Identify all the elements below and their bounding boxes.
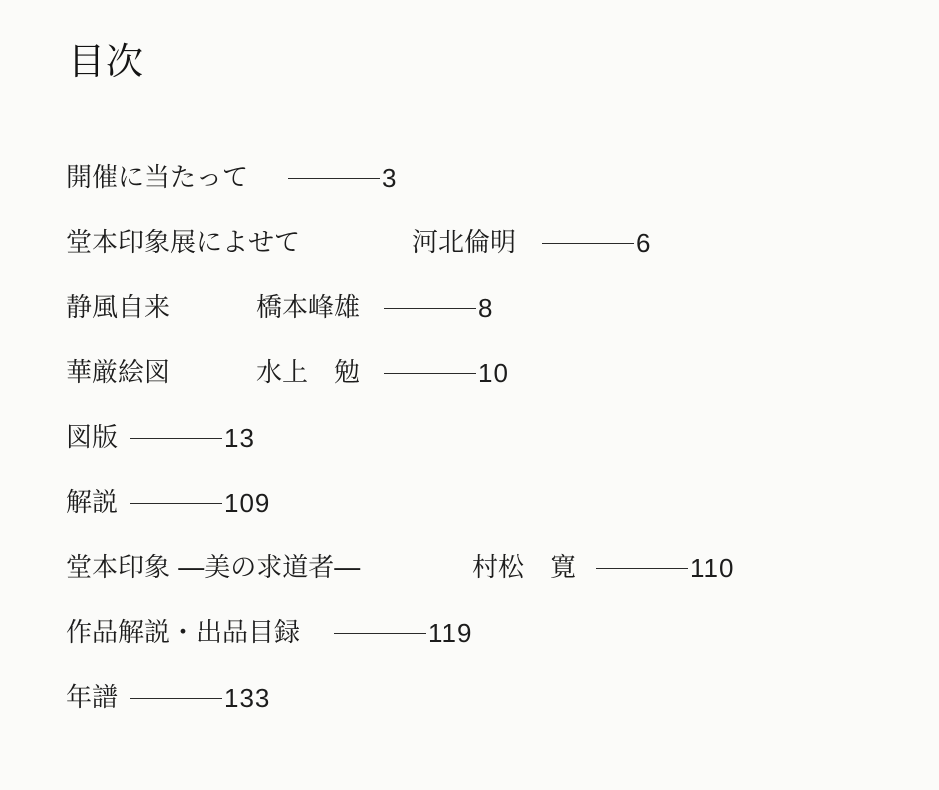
toc-entry-page: 10 — [478, 358, 509, 388]
toc-entry-tail — [384, 288, 493, 329]
toc-entry-page: 109 — [224, 488, 271, 518]
toc-entry[interactable] — [66, 158, 926, 223]
toc-leader-line — [130, 503, 222, 505]
toc-entry-tail — [130, 483, 270, 524]
toc-entry[interactable] — [66, 223, 926, 288]
toc-leader-line — [596, 568, 688, 570]
toc-entry-title: 開催に当たって — [66, 163, 249, 193]
toc-leader-line — [384, 373, 476, 375]
toc-entry[interactable] — [66, 548, 926, 613]
toc-entry-title: 堂本印象展によせて — [66, 228, 301, 258]
toc-entry[interactable] — [66, 288, 926, 353]
toc-entry-tail — [130, 678, 270, 719]
page-title: 目次 — [68, 40, 144, 83]
toc-entry-title: 堂本印象 ―美の求道者― — [66, 553, 361, 583]
toc-entry-page: 119 — [428, 618, 473, 648]
toc-leader-line — [542, 243, 634, 245]
toc-entry-tail — [288, 158, 397, 199]
toc-entry-author: 河北倫明 — [412, 228, 517, 258]
toc-entry-tail — [130, 418, 255, 459]
table-of-contents — [66, 158, 926, 743]
toc-entry-tail — [334, 613, 472, 654]
toc-entry-title: 解説 — [66, 488, 119, 518]
toc-leader-line — [288, 178, 380, 180]
toc-leader-line — [130, 438, 222, 440]
toc-leader-line — [334, 633, 426, 635]
toc-entry-title: 作品解説・出品目録 — [66, 618, 301, 648]
toc-entry-author: 橋本峰雄 — [256, 293, 361, 323]
toc-entry-author: 水上 勉 — [256, 358, 361, 388]
toc-entry-page: 110 — [690, 553, 735, 583]
toc-entry-title: 年譜 — [66, 683, 119, 713]
toc-entry-page: 13 — [224, 423, 255, 453]
toc-entry-page: 3 — [382, 163, 398, 193]
toc-entry-tail — [384, 353, 509, 394]
toc-entry-page: 8 — [478, 293, 494, 323]
toc-entry[interactable] — [66, 613, 926, 678]
toc-entry[interactable] — [66, 678, 926, 743]
toc-entry[interactable] — [66, 418, 926, 483]
toc-entry-title: 図版 — [66, 423, 119, 453]
toc-entry[interactable] — [66, 483, 926, 548]
toc-entry-tail — [596, 548, 734, 589]
toc-entry-tail — [542, 223, 651, 264]
toc-entry-page: 133 — [224, 683, 271, 713]
toc-entry-title: 静風自来 — [66, 293, 171, 323]
toc-entry-page: 6 — [636, 228, 652, 258]
toc-leader-line — [384, 308, 476, 310]
toc-entry-author: 村松 寛 — [472, 553, 577, 583]
toc-entry-title: 華厳絵図 — [66, 358, 171, 388]
toc-entry[interactable] — [66, 353, 926, 418]
toc-leader-line — [130, 698, 222, 700]
